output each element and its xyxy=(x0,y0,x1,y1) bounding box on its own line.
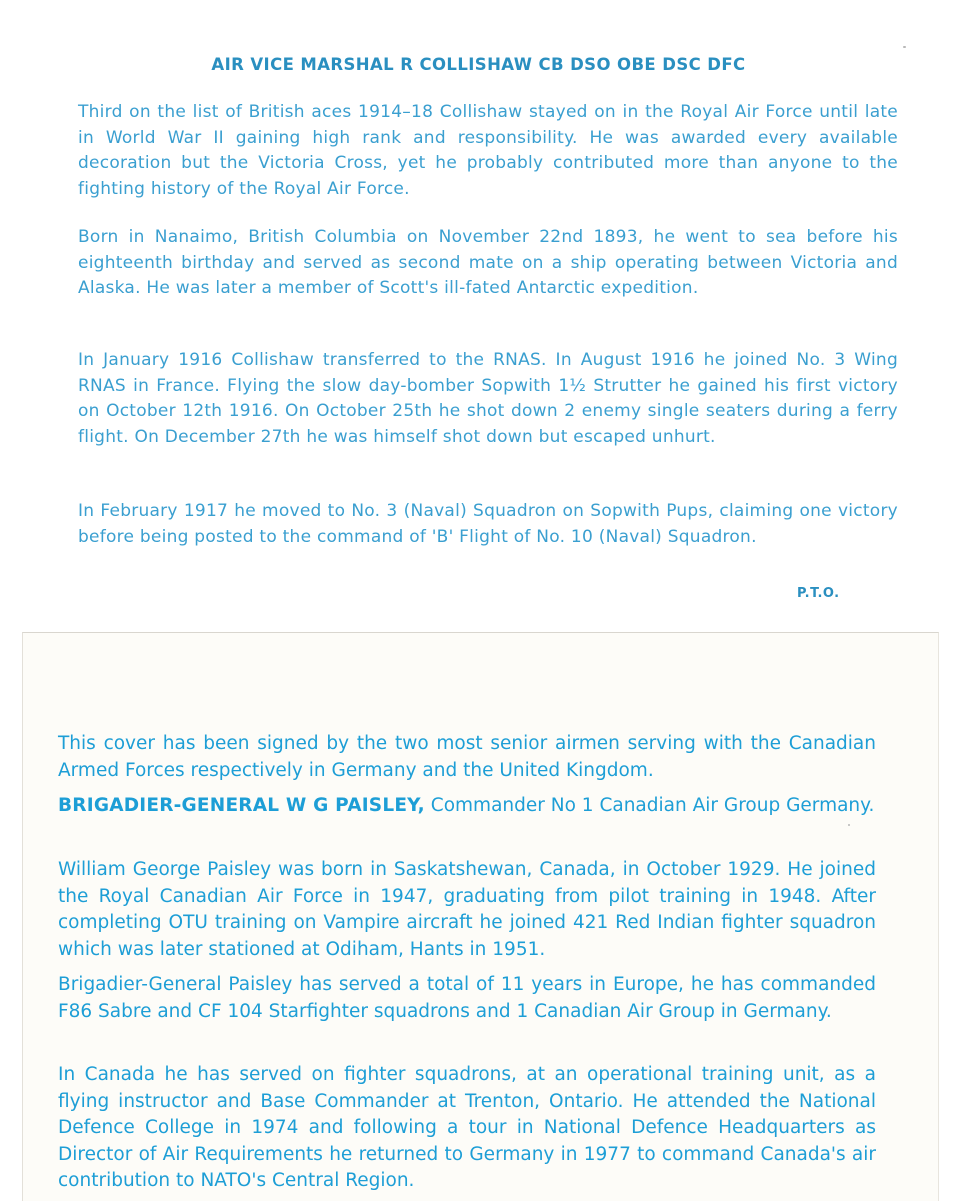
bottom-paragraph-1: William George Paisley was born in Saskatshewan, Canada, in October 1929. He joined the Royal Canadian Air Force in 1947, graduating from pilot training in 1948. After completing OTU training on Vampire aircraft he joined 421 Red Indian fighter squadron which was later stationed at Odiham, Hants in 1951. xyxy=(58,859,876,960)
officer-name-heading: BRIGADIER-GENERAL W G PAISLEY, xyxy=(58,795,425,816)
paper-speck xyxy=(903,46,906,48)
bottom-paragraph-2: Brigadier-General Paisley has served a total of 11 years in Europe, he has commanded F86 Sabre and CF 104 Starfighter squadrons and 1 Canadian Air Group in Germany. xyxy=(58,974,876,1022)
please-turn-over-label: P.T.O. xyxy=(797,586,840,601)
top-paragraph-2: Born in Nanaimo, British Columbia on November 22nd 1893, he went to sea before his eighteenth birthday and served as second mate on a ship operating between Victoria and Alaska. He was later a member of Scott's ill-fated Antarctic expedition. xyxy=(78,227,898,298)
top-paragraph-4: In February 1917 he moved to No. 3 (Naval) Squadron on Sopwith Pups, claiming one victory before being posted to the command of 'B' Flight of No. 10 (Naval) Squadron. xyxy=(78,501,898,547)
top-paragraph-3: In January 1916 Collishaw transferred to the RNAS. In August 1916 he joined No. 3 Wing RNAS in France. Flying the slow day-bomber Sopwith 1½ Strutter he gained his first victory on October 12th 1916. On October 25th he shot down 2 enemy single seaters during a ferry flight. On December 27th he was himself shot down but escaped unhurt. xyxy=(78,350,898,447)
background-margin xyxy=(0,632,22,1200)
officer-role: Commander No 1 Canadian Air Group Germany. xyxy=(424,795,875,816)
bottom-heading xyxy=(58,793,876,820)
page-title: AIR VICE MARSHAL R COLLISHAW CB DSO OBE DSC DFC xyxy=(211,55,746,74)
top-paragraph-1: Third on the list of British aces 1914–18 Collishaw stayed on in the Royal Air Force until late in World War II gaining high rank and responsibility. He was awarded every available decoration but the Victoria Cross, yet he probably contributed more than anyone to the fighting history of the Royal Air Force. xyxy=(78,102,898,199)
paper-speck xyxy=(848,824,850,826)
bottom-paragraph-3: In Canada he has served on fighter squadrons, at an operational training unit, as a flying instructor and Base Commander at Trenton, Ontario. He attended the National Defence College in 1974 and following a tour in National Defence Headquarters as Director of Air Requirements he returned to Germany in 1977 to command Canada's air contribution to NATO's Central Region. xyxy=(58,1064,876,1191)
bottom-intro: This cover has been signed by the two most senior airmen serving with the Canadian Armed Forces respectively in Germany and the United Kingdom. xyxy=(58,733,876,781)
